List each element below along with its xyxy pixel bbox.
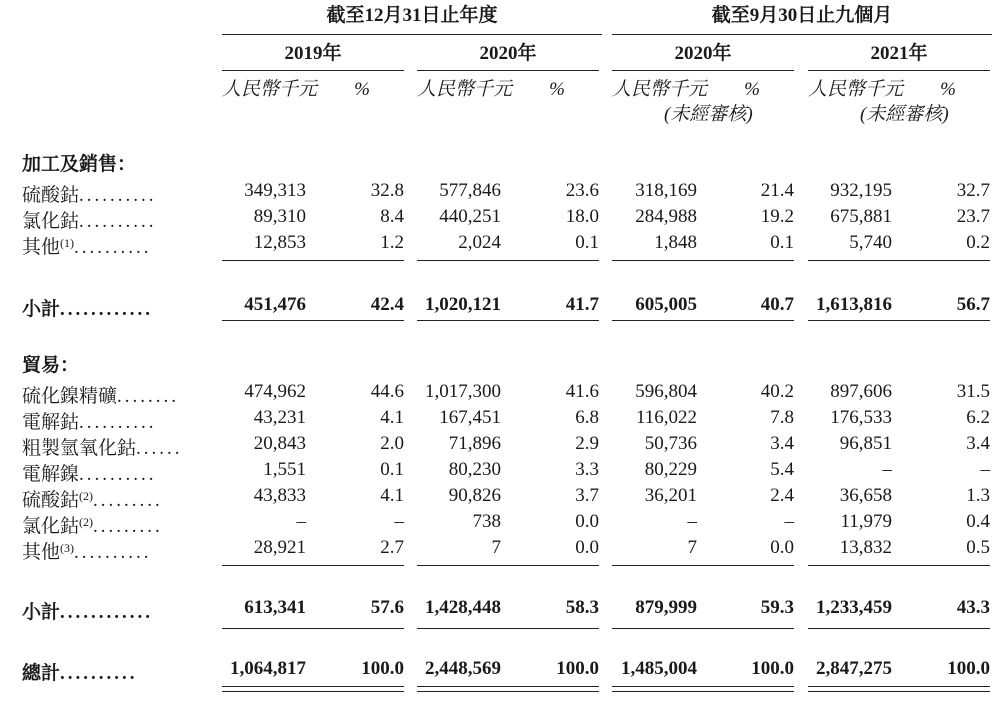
subtotal-rule: [808, 320, 990, 321]
header-unit-rmb: 人民幣千元: [808, 79, 904, 100]
header-unit-pct: %: [549, 79, 565, 100]
table-row-cell-pct: 0.4: [966, 511, 990, 532]
row-label-footnote: (2): [79, 489, 94, 503]
table-row-label: [22, 232, 152, 259]
table-row-cell-pct: 0.1: [380, 459, 404, 480]
header-group-year: 截至12月31日止年度: [326, 5, 498, 26]
table-row-cell-amount: 167,451: [439, 407, 501, 428]
row-label-text: 硫化鎳精礦: [22, 386, 118, 407]
table-row-cell-amount: 80,229: [644, 459, 697, 480]
table-row-cell-amount: 1,848: [654, 232, 697, 253]
header-unit-rmb: 人民幣千元: [222, 79, 318, 100]
subtotal-row-cell-amount: 605,005: [635, 294, 697, 315]
subtotal-row-cell-amount: 1,428,448: [425, 597, 501, 618]
header-unit-rmb: 人民幣千元: [417, 79, 513, 100]
table-row-cell-pct: 6.8: [575, 407, 599, 428]
subtotal-row-cell-amount: 451,476: [244, 294, 306, 315]
leader-dots: ..........: [60, 663, 138, 684]
row-label-text: 粗製氫氧化鈷: [22, 438, 137, 459]
table-row-cell-pct: 4.1: [380, 407, 404, 428]
table-row-label: [22, 511, 163, 538]
row-label-text: 其他: [22, 542, 61, 563]
subtotal-row-cell-amount: 1,020,121: [425, 294, 501, 315]
table-row-cell-pct: 8.4: [380, 206, 404, 227]
table-row-cell-amount: –: [296, 511, 306, 532]
leader-dots: ............: [60, 299, 154, 320]
total-double-rule: [612, 686, 794, 692]
header-year-rule: [612, 70, 794, 71]
table-row-cell-amount: 20,843: [253, 433, 306, 454]
table-row-cell-pct: 23.7: [956, 206, 990, 227]
table-row-cell-pct: 32.7: [956, 180, 990, 201]
row-label-footnote: (3): [60, 541, 75, 555]
subtotal-rule: [808, 260, 990, 261]
row-label-text: 其他: [22, 237, 61, 258]
table-row-cell-amount: 89,310: [253, 206, 306, 227]
table-row-cell-pct: 41.6: [565, 381, 599, 402]
table-row-cell-amount: 932,195: [830, 180, 892, 201]
table-row-cell-amount: 36,201: [644, 485, 697, 506]
subtotal-rule: [222, 260, 404, 261]
header-year-2020: 2020年: [479, 43, 537, 64]
header-year-rule: [417, 70, 599, 71]
subtotal-row-cell-pct: 56.7: [956, 294, 990, 315]
row-label-text: 電解鈷: [22, 412, 80, 433]
row-label-text: 總計: [22, 663, 61, 684]
subtotal-rule: [612, 565, 794, 566]
total-row-cell-amount: 2,847,275: [816, 658, 892, 679]
table-row-label: [22, 381, 179, 408]
subtotal-rule: [612, 260, 794, 261]
header-year-2021-9m: 2021年: [870, 43, 928, 64]
table-row-cell-pct: –: [394, 511, 404, 532]
table-row-cell-amount: 738: [472, 511, 501, 532]
header-year-rule: [808, 70, 990, 71]
table-row-label: [22, 537, 152, 564]
table-row-cell-pct: 31.5: [956, 381, 990, 402]
table-row-cell-pct: 2.9: [575, 433, 599, 454]
table-row-cell-amount: 43,231: [253, 407, 306, 428]
section-title-processing: 加工及銷售：: [22, 154, 137, 175]
table-row-cell-amount: 43,833: [253, 485, 306, 506]
total-row-cell-pct: 100.0: [751, 658, 794, 679]
row-label-text: 硫酸鈷: [22, 185, 80, 206]
table-row-cell-amount: 7: [687, 537, 697, 558]
leader-dots: ..........: [79, 185, 157, 206]
total-row-cell-amount: 1,064,817: [230, 658, 306, 679]
subtotal-row-cell-amount: 879,999: [635, 597, 697, 618]
table-row-cell-amount: 28,921: [253, 537, 306, 558]
table-row-cell-pct: 6.2: [966, 407, 990, 428]
header-unaudited: (未經審核): [664, 104, 753, 125]
table-row-cell-pct: 0.1: [575, 232, 599, 253]
table-row-cell-amount: –: [687, 511, 697, 532]
table-row-cell-amount: 474,962: [244, 381, 306, 402]
subtotal-rule: [808, 628, 990, 629]
leader-dots: ..........: [79, 412, 157, 433]
header-year-2019: 2019年: [284, 43, 342, 64]
total-row-cell-pct: 100.0: [947, 658, 990, 679]
table-row-cell-pct: 5.4: [770, 459, 794, 480]
row-label-footnote: (2): [79, 515, 94, 529]
table-row-cell-pct: 7.8: [770, 407, 794, 428]
total-double-rule: [808, 686, 990, 692]
table-row-cell-amount: 577,846: [439, 180, 501, 201]
table-row-cell-amount: 284,988: [635, 206, 697, 227]
table-row-cell-amount: –: [882, 459, 892, 480]
total-row-label: [22, 658, 138, 685]
table-row-cell-pct: 0.0: [575, 537, 599, 558]
table-row-cell-amount: 90,826: [448, 485, 501, 506]
table-row-label: [22, 485, 163, 512]
row-label-text: 小計: [22, 299, 61, 320]
table-row-cell-pct: 3.7: [575, 485, 599, 506]
table-row-cell-amount: 116,022: [635, 407, 697, 428]
subtotal-row-cell-pct: 58.3: [565, 597, 599, 618]
total-row-cell-amount: 2,448,569: [425, 658, 501, 679]
table-row-cell-pct: 2.4: [770, 485, 794, 506]
header-unit-rmb: 人民幣千元: [612, 79, 708, 100]
table-row-cell-amount: 71,896: [448, 433, 501, 454]
table-row-cell-amount: 1,017,300: [425, 381, 501, 402]
table-row-label: [22, 206, 157, 233]
table-row-cell-pct: 32.8: [370, 180, 404, 201]
leader-dots: ..........: [79, 211, 157, 232]
subtotal-row-cell-pct: 59.3: [760, 597, 794, 618]
table-row-label: [22, 459, 157, 486]
subtotal-row-cell-pct: 41.7: [565, 294, 599, 315]
subtotal-row-cell-pct: 43.3: [956, 597, 990, 618]
subtotal-rule: [612, 628, 794, 629]
table-row-cell-pct: 0.5: [966, 537, 990, 558]
table-row-cell-pct: 44.6: [370, 381, 404, 402]
table-row-label: [22, 433, 183, 460]
table-row-cell-amount: 7: [491, 537, 501, 558]
table-row-cell-pct: 1.3: [966, 485, 990, 506]
table-row-cell-pct: 0.1: [770, 232, 794, 253]
header-unaudited: (未經審核): [860, 104, 949, 125]
leader-dots: ............: [60, 602, 154, 623]
subtotal-row-label: [22, 597, 153, 624]
subtotal-rule: [417, 320, 599, 321]
table-row-cell-amount: 897,606: [830, 381, 892, 402]
subtotal-rule: [417, 260, 599, 261]
table-row-cell-amount: 596,804: [635, 381, 697, 402]
table-row-cell-amount: 5,740: [849, 232, 892, 253]
table-row-cell-pct: 0.0: [575, 511, 599, 532]
table-row-cell-amount: 675,881: [830, 206, 892, 227]
header-group-rule: [612, 34, 992, 35]
table-row-cell-amount: 1,551: [263, 459, 306, 480]
row-label-text: 氯化鈷: [22, 516, 80, 537]
subtotal-rule: [417, 565, 599, 566]
table-row-cell-pct: 3.4: [966, 433, 990, 454]
header-unit-pct: %: [354, 79, 370, 100]
table-row-cell-pct: 40.2: [760, 381, 794, 402]
table-row-cell-pct: 19.2: [760, 206, 794, 227]
header-year-rule: [222, 70, 404, 71]
subtotal-row-cell-amount: 1,613,816: [816, 294, 892, 315]
row-label-text: 硫酸鈷: [22, 490, 80, 511]
table-row-cell-amount: 13,832: [839, 537, 892, 558]
header-unit-pct: %: [744, 79, 760, 100]
table-row-cell-amount: 80,230: [448, 459, 501, 480]
row-label-footnote: (1): [60, 236, 75, 250]
row-label-text: 電解鎳: [22, 464, 80, 485]
subtotal-row-label: [22, 294, 153, 321]
table-row-cell-pct: 2.0: [380, 433, 404, 454]
table-row-label: [22, 180, 157, 207]
subtotal-rule: [222, 565, 404, 566]
header-year-2020-9m: 2020年: [674, 43, 732, 64]
table-row-cell-pct: –: [784, 511, 794, 532]
subtotal-row-cell-amount: 613,341: [244, 597, 306, 618]
leader-dots: ..........: [74, 237, 152, 258]
total-row-cell-pct: 100.0: [361, 658, 404, 679]
header-group-rule: [222, 34, 602, 35]
subtotal-row-cell-amount: 1,233,459: [816, 597, 892, 618]
leader-dots: ........: [117, 386, 180, 407]
table-row-cell-amount: 349,313: [244, 180, 306, 201]
header-unit-pct: %: [940, 79, 956, 100]
table-row-cell-pct: 1.2: [380, 232, 404, 253]
leader-dots: ......: [136, 438, 183, 459]
total-double-rule: [417, 686, 599, 692]
subtotal-rule: [808, 565, 990, 566]
subtotal-rule: [417, 628, 599, 629]
table-row-cell-amount: 36,658: [839, 485, 892, 506]
header-group-nine-months: 截至9月30日止九個月: [711, 5, 893, 26]
leader-dots: ..........: [79, 464, 157, 485]
table-row-cell-pct: –: [980, 459, 990, 480]
table-row-cell-pct: 23.6: [565, 180, 599, 201]
subtotal-rule: [222, 628, 404, 629]
section-title-trading: 貿易：: [22, 355, 80, 376]
subtotal-row-cell-pct: 42.4: [370, 294, 404, 315]
table-row-cell-amount: 50,736: [644, 433, 697, 454]
table-row-cell-pct: 18.0: [565, 206, 599, 227]
table-row-cell-pct: 21.4: [760, 180, 794, 201]
table-row-cell-amount: 96,851: [839, 433, 892, 454]
table-row-cell-amount: 11,979: [840, 511, 892, 532]
subtotal-rule: [612, 320, 794, 321]
row-label-text: 氯化鈷: [22, 211, 80, 232]
leader-dots: .........: [93, 516, 163, 537]
total-double-rule: [222, 686, 404, 692]
table-row-cell-amount: 176,533: [830, 407, 892, 428]
total-row-cell-amount: 1,485,004: [621, 658, 697, 679]
subtotal-row-cell-pct: 40.7: [760, 294, 794, 315]
table-row-cell-amount: 318,169: [635, 180, 697, 201]
leader-dots: ..........: [74, 542, 152, 563]
table-row-cell-pct: 3.3: [575, 459, 599, 480]
total-row-cell-pct: 100.0: [556, 658, 599, 679]
table-row-cell-pct: 0.2: [966, 232, 990, 253]
leader-dots: .........: [93, 490, 163, 511]
table-row-cell-amount: 12,853: [253, 232, 306, 253]
table-row-cell-amount: 440,251: [439, 206, 501, 227]
table-row-cell-amount: 2,024: [458, 232, 501, 253]
table-row-cell-pct: 2.7: [380, 537, 404, 558]
table-row-cell-pct: 0.0: [770, 537, 794, 558]
subtotal-row-cell-pct: 57.6: [370, 597, 404, 618]
table-row-cell-pct: 4.1: [380, 485, 404, 506]
table-row-cell-pct: 3.4: [770, 433, 794, 454]
subtotal-rule: [222, 320, 404, 321]
row-label-text: 小計: [22, 602, 61, 623]
table-row-label: [22, 407, 157, 434]
